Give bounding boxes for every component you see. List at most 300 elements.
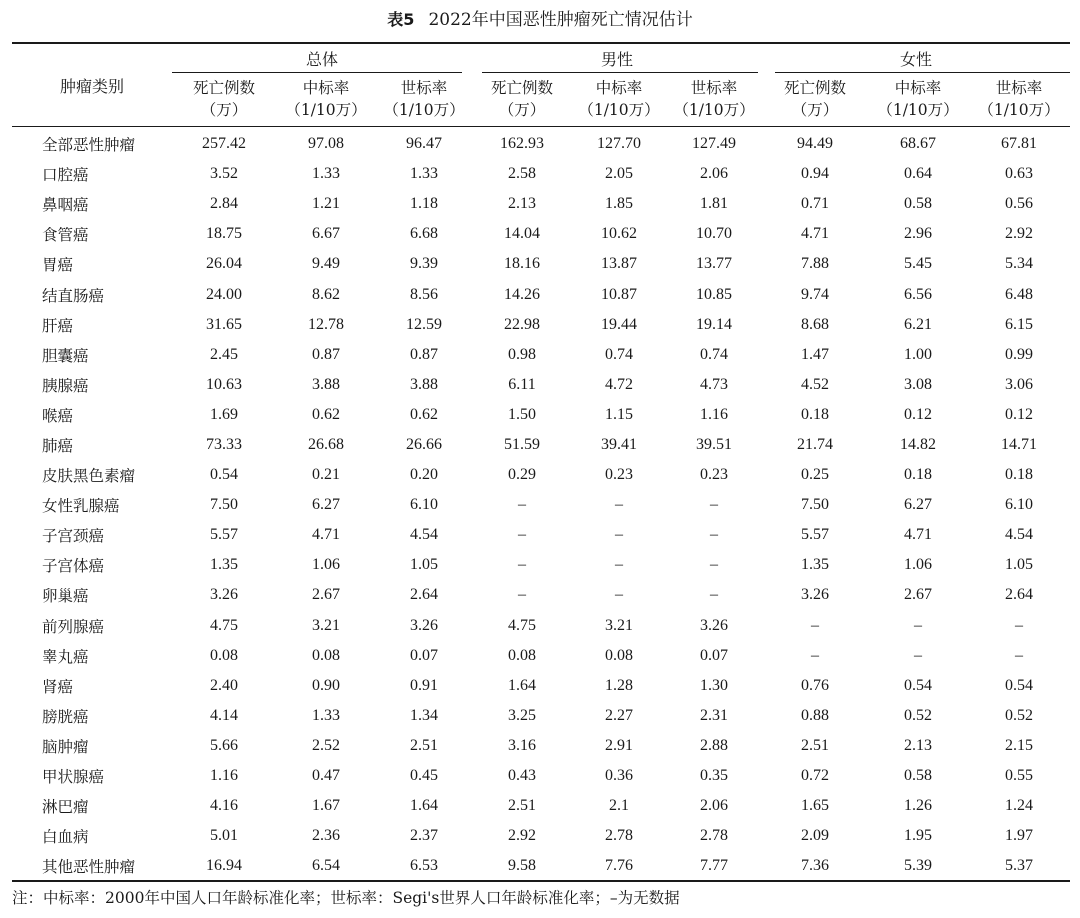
category-cell: 女性乳腺癌: [42, 497, 120, 516]
table-label: 表5: [387, 10, 415, 29]
value-cell: –: [710, 496, 718, 514]
table-row: [12, 821, 1070, 851]
value-cell: 1.69: [210, 405, 238, 423]
value-cell: 5.01: [210, 827, 238, 845]
value-cell: 1.47: [801, 345, 829, 363]
row-label-header: 肿瘤类别: [59, 77, 124, 96]
value-cell: 13.87: [601, 255, 637, 273]
value-cell: 1.21: [312, 195, 340, 213]
value-cell: 39.41: [601, 435, 637, 453]
category-cell: 喉癌: [42, 406, 74, 425]
column-header: [572, 73, 666, 125]
value-cell: –: [1015, 616, 1023, 634]
value-cell: 1.95: [904, 827, 932, 845]
table-row: [12, 310, 1070, 340]
value-cell: 7.88: [801, 255, 829, 273]
value-cell: –: [518, 586, 526, 604]
value-cell: 0.62: [410, 405, 438, 423]
value-cell: 19.14: [696, 315, 732, 333]
column-header-name: 死亡例数: [783, 79, 846, 97]
table-row: [12, 851, 1070, 881]
value-cell: 14.82: [900, 435, 936, 453]
table-row: [12, 731, 1070, 761]
column-header-unit: （1/10万）: [383, 101, 465, 119]
column-header-unit: （1/10万）: [285, 101, 367, 119]
category-cell: 结直肠癌: [42, 286, 105, 305]
value-cell: 2.64: [1005, 586, 1033, 604]
category-cell: 淋巴瘤: [42, 798, 89, 817]
value-cell: 1.33: [410, 165, 438, 183]
value-cell: 6.67: [312, 225, 340, 243]
column-header-name: 死亡例数: [192, 79, 255, 97]
value-cell: 1.05: [410, 556, 438, 574]
value-cell: 1.67: [312, 797, 340, 815]
value-cell: 2.36: [312, 827, 340, 845]
value-cell: –: [615, 556, 623, 574]
table-title: 2022年中国恶性肿瘤死亡情况估计: [428, 10, 693, 30]
value-cell: 14.26: [504, 285, 540, 303]
group-header-male: 男性: [600, 50, 633, 69]
mortality-table: [12, 44, 1070, 881]
column-header: [276, 73, 376, 125]
value-cell: 18.16: [504, 255, 540, 273]
value-cell: –: [710, 556, 718, 574]
value-cell: 1.16: [210, 767, 238, 785]
column-header-name: 死亡例数: [490, 79, 553, 97]
value-cell: 6.53: [410, 857, 438, 875]
value-cell: 2.37: [410, 827, 438, 845]
value-cell: 0.43: [508, 767, 536, 785]
value-cell: 18.75: [206, 225, 242, 243]
value-cell: –: [1015, 646, 1023, 664]
value-cell: 2.78: [605, 827, 633, 845]
value-cell: 0.54: [1005, 676, 1033, 694]
value-cell: 6.11: [508, 375, 536, 393]
value-cell: 0.07: [700, 646, 728, 664]
value-cell: 2.64: [410, 586, 438, 604]
table-row: [12, 490, 1070, 520]
value-cell: 5.37: [1005, 857, 1033, 875]
value-cell: 0.87: [312, 345, 340, 363]
value-cell: 0.08: [312, 646, 340, 664]
value-cell: 1.05: [1005, 556, 1033, 574]
value-cell: 1.24: [1005, 797, 1033, 815]
value-cell: –: [615, 496, 623, 514]
value-cell: 31.65: [206, 315, 242, 333]
value-cell: 257.42: [202, 135, 246, 153]
value-cell: 14.04: [504, 225, 540, 243]
category-cell: 白血病: [42, 828, 89, 847]
value-cell: 0.47: [312, 767, 340, 785]
column-header: [472, 73, 572, 125]
value-cell: 1.30: [700, 676, 728, 694]
value-cell: 0.18: [1005, 466, 1033, 484]
value-cell: 10.70: [696, 225, 732, 243]
value-cell: 162.93: [500, 135, 544, 153]
value-cell: 2.51: [410, 736, 438, 754]
value-cell: –: [710, 526, 718, 544]
value-cell: 2.78: [700, 827, 728, 845]
value-cell: 21.74: [797, 435, 833, 453]
category-cell: 子宫体癌: [42, 557, 105, 576]
value-cell: 5.45: [904, 255, 932, 273]
value-cell: 3.16: [508, 736, 536, 754]
value-cell: 2.09: [801, 827, 829, 845]
value-cell: 12.59: [406, 315, 442, 333]
value-cell: 2.92: [508, 827, 536, 845]
value-cell: 0.98: [508, 345, 536, 363]
value-cell: 4.54: [410, 526, 438, 544]
column-header-unit: （1/10万）: [877, 101, 959, 119]
category-cell: 卵巢癌: [42, 587, 89, 606]
category-cell: 胰腺癌: [42, 376, 89, 395]
value-cell: 0.99: [1005, 345, 1033, 363]
value-cell: 2.06: [700, 797, 728, 815]
value-cell: 3.21: [312, 616, 340, 634]
value-cell: 9.39: [410, 255, 438, 273]
table-body: [12, 125, 1070, 881]
value-cell: 0.74: [700, 345, 728, 363]
value-cell: 6.15: [1005, 315, 1033, 333]
value-cell: 3.25: [508, 706, 536, 724]
value-cell: 10.62: [601, 225, 637, 243]
category-cell: 鼻咽癌: [42, 196, 89, 215]
value-cell: –: [811, 646, 819, 664]
table-row: [12, 370, 1070, 400]
value-cell: 0.35: [700, 767, 728, 785]
table-row: [12, 430, 1070, 460]
value-cell: 51.59: [504, 435, 540, 453]
value-cell: 0.20: [410, 466, 438, 484]
value-cell: 4.75: [210, 616, 238, 634]
category-cell: 子宫颈癌: [42, 527, 105, 546]
value-cell: 9.49: [312, 255, 340, 273]
table-row: [12, 340, 1070, 370]
value-cell: 3.06: [1005, 375, 1033, 393]
table-row: [12, 641, 1070, 671]
value-cell: 9.74: [801, 285, 829, 303]
value-cell: 0.52: [1005, 706, 1033, 724]
value-cell: 26.66: [406, 435, 442, 453]
value-cell: 0.45: [410, 767, 438, 785]
table-row: [12, 159, 1070, 189]
table-row: [12, 279, 1070, 309]
value-cell: 6.68: [410, 225, 438, 243]
category-cell: 肝癌: [42, 316, 74, 335]
column-header-name: 世标率: [995, 79, 1043, 97]
value-cell: 26.04: [206, 255, 242, 273]
category-cell: 脑肿瘤: [42, 737, 89, 756]
value-cell: 8.62: [312, 285, 340, 303]
value-cell: 19.44: [601, 315, 637, 333]
value-cell: 1.33: [312, 706, 340, 724]
value-cell: 6.10: [410, 496, 438, 514]
table-caption: [0, 6, 1080, 34]
column-header: [762, 73, 868, 125]
value-cell: 1.50: [508, 405, 536, 423]
value-cell: 1.15: [605, 405, 633, 423]
value-cell: 94.49: [797, 135, 833, 153]
value-cell: 0.08: [508, 646, 536, 664]
value-cell: 4.16: [210, 797, 238, 815]
value-cell: 96.47: [406, 135, 442, 153]
value-cell: –: [518, 526, 526, 544]
category-cell: 口腔癌: [42, 166, 89, 185]
value-cell: 8.68: [801, 315, 829, 333]
column-header-unit: （1/10万）: [673, 101, 755, 119]
value-cell: 6.27: [904, 496, 932, 514]
value-cell: 3.08: [904, 375, 932, 393]
value-cell: 0.72: [801, 767, 829, 785]
column-header-unit: （万）: [200, 101, 248, 119]
table-row: [12, 611, 1070, 641]
value-cell: 2.05: [605, 165, 633, 183]
value-cell: 0.63: [1005, 165, 1033, 183]
value-cell: 0.12: [1005, 405, 1033, 423]
value-cell: 1.18: [410, 195, 438, 213]
value-cell: 2.51: [508, 797, 536, 815]
value-cell: 8.56: [410, 285, 438, 303]
value-cell: 2.27: [605, 706, 633, 724]
table-row: [12, 671, 1070, 701]
value-cell: 6.10: [1005, 496, 1033, 514]
value-cell: 7.50: [801, 496, 829, 514]
value-cell: 1.00: [904, 345, 932, 363]
value-cell: 2.67: [904, 586, 932, 604]
value-cell: 4.71: [904, 526, 932, 544]
value-cell: 68.67: [900, 135, 936, 153]
category-cell: 胃癌: [42, 256, 74, 275]
column-header-name: 中标率: [894, 79, 942, 97]
value-cell: 0.54: [904, 676, 932, 694]
value-cell: 0.18: [801, 405, 829, 423]
value-cell: 24.00: [206, 285, 242, 303]
table-row: [12, 125, 1070, 159]
value-cell: 67.81: [1001, 135, 1037, 153]
value-cell: 3.88: [312, 375, 340, 393]
value-cell: 3.26: [410, 616, 438, 634]
table-row: [12, 249, 1070, 279]
value-cell: 0.58: [904, 767, 932, 785]
table-row: [12, 520, 1070, 550]
column-header-unit: （1/10万）: [978, 101, 1060, 119]
value-cell: 6.56: [904, 285, 932, 303]
value-cell: 1.65: [801, 797, 829, 815]
table-row: [12, 791, 1070, 821]
value-cell: 2.1: [609, 797, 629, 815]
value-cell: 1.35: [210, 556, 238, 574]
value-cell: 4.52: [801, 375, 829, 393]
value-cell: 0.58: [904, 195, 932, 213]
value-cell: 26.68: [308, 435, 344, 453]
value-cell: 73.33: [206, 435, 242, 453]
table-row: [12, 580, 1070, 610]
value-cell: 2.52: [312, 736, 340, 754]
value-cell: 0.56: [1005, 195, 1033, 213]
value-cell: 2.67: [312, 586, 340, 604]
value-cell: 1.81: [700, 195, 728, 213]
value-cell: –: [914, 646, 922, 664]
table-footnote: 注：中标率：2000年中国人口年龄标准化率；世标率：Segi's世界人口年龄标准化率；–为无数据: [12, 889, 680, 907]
value-cell: 4.75: [508, 616, 536, 634]
value-cell: 5.39: [904, 857, 932, 875]
value-cell: 0.55: [1005, 767, 1033, 785]
value-cell: 10.87: [601, 285, 637, 303]
value-cell: 22.98: [504, 315, 540, 333]
value-cell: 12.78: [308, 315, 344, 333]
value-cell: 7.77: [700, 857, 728, 875]
value-cell: 2.96: [904, 225, 932, 243]
value-cell: 127.49: [692, 135, 736, 153]
value-cell: 1.28: [605, 676, 633, 694]
value-cell: 4.72: [605, 375, 633, 393]
value-cell: 16.94: [206, 857, 242, 875]
value-cell: –: [518, 496, 526, 514]
value-cell: 0.12: [904, 405, 932, 423]
value-cell: 1.06: [312, 556, 340, 574]
value-cell: 1.35: [801, 556, 829, 574]
category-cell: 前列腺癌: [42, 617, 105, 636]
value-cell: 10.85: [696, 285, 732, 303]
value-cell: 0.76: [801, 676, 829, 694]
value-cell: 3.26: [801, 586, 829, 604]
value-cell: 0.18: [904, 466, 932, 484]
group-header-total: 总体: [305, 50, 338, 69]
table-row: [12, 460, 1070, 490]
value-cell: 1.16: [700, 405, 728, 423]
value-cell: 7.76: [605, 857, 633, 875]
value-cell: 2.84: [210, 195, 238, 213]
value-cell: 2.92: [1005, 225, 1033, 243]
value-cell: 13.77: [696, 255, 732, 273]
value-cell: 0.08: [210, 646, 238, 664]
column-header-name: 中标率: [595, 79, 643, 97]
table-row: [12, 701, 1070, 731]
column-header-name: 世标率: [690, 79, 738, 97]
column-header-name: 中标率: [302, 79, 350, 97]
value-cell: 7.50: [210, 496, 238, 514]
value-cell: 0.91: [410, 676, 438, 694]
category-cell: 膀胱癌: [42, 707, 89, 726]
value-cell: 1.85: [605, 195, 633, 213]
value-cell: 0.74: [605, 345, 633, 363]
value-cell: 7.36: [801, 857, 829, 875]
category-cell: 全部恶性肿瘤: [42, 136, 136, 155]
value-cell: 0.94: [801, 165, 829, 183]
value-cell: 0.54: [210, 466, 238, 484]
value-cell: 0.88: [801, 706, 829, 724]
value-cell: 3.52: [210, 165, 238, 183]
value-cell: 4.73: [700, 375, 728, 393]
column-header: [868, 73, 968, 125]
value-cell: 0.90: [312, 676, 340, 694]
value-cell: 0.21: [312, 466, 340, 484]
value-cell: –: [811, 616, 819, 634]
value-cell: 1.26: [904, 797, 932, 815]
value-cell: 2.91: [605, 736, 633, 754]
value-cell: 9.58: [508, 857, 536, 875]
table-row: [12, 761, 1070, 791]
value-cell: –: [914, 616, 922, 634]
table-header: [12, 44, 1070, 125]
value-cell: –: [518, 556, 526, 574]
value-cell: 97.08: [308, 135, 344, 153]
value-cell: 0.25: [801, 466, 829, 484]
table-row: [12, 400, 1070, 430]
value-cell: 127.70: [597, 135, 641, 153]
value-cell: 0.64: [904, 165, 932, 183]
value-cell: 5.34: [1005, 255, 1033, 273]
value-cell: 2.45: [210, 345, 238, 363]
group-header-female: 女性: [899, 50, 932, 69]
value-cell: 10.63: [206, 375, 242, 393]
value-cell: 0.52: [904, 706, 932, 724]
value-cell: 4.71: [801, 225, 829, 243]
column-header-name: 世标率: [400, 79, 448, 97]
column-header: [376, 73, 472, 125]
value-cell: 3.26: [700, 616, 728, 634]
value-cell: 0.87: [410, 345, 438, 363]
column-header-unit: （万）: [498, 101, 546, 119]
value-cell: 4.54: [1005, 526, 1033, 544]
category-cell: 甲状腺癌: [42, 768, 105, 787]
value-cell: 2.13: [508, 195, 536, 213]
category-cell: 食管癌: [42, 226, 89, 245]
value-cell: 5.66: [210, 736, 238, 754]
value-cell: 2.13: [904, 736, 932, 754]
value-cell: 0.23: [700, 466, 728, 484]
value-cell: 0.23: [605, 466, 633, 484]
category-cell: 睾丸癌: [42, 647, 89, 666]
category-cell: 其他恶性肿瘤: [42, 858, 136, 877]
value-cell: 2.31: [700, 706, 728, 724]
value-cell: 4.71: [312, 526, 340, 544]
column-header-unit: （1/10万）: [578, 101, 660, 119]
value-cell: 3.21: [605, 616, 633, 634]
table-row: [12, 550, 1070, 580]
value-cell: 2.51: [801, 736, 829, 754]
value-cell: 39.51: [696, 435, 732, 453]
value-cell: 0.71: [801, 195, 829, 213]
value-cell: 0.62: [312, 405, 340, 423]
value-cell: 1.33: [312, 165, 340, 183]
value-cell: 14.71: [1001, 435, 1037, 453]
value-cell: 2.15: [1005, 736, 1033, 754]
value-cell: 3.26: [210, 586, 238, 604]
value-cell: 2.58: [508, 165, 536, 183]
table-row: [12, 219, 1070, 249]
column-header: [666, 73, 762, 125]
table-row: [12, 189, 1070, 219]
value-cell: 5.57: [801, 526, 829, 544]
value-cell: 1.34: [410, 706, 438, 724]
value-cell: 6.48: [1005, 285, 1033, 303]
value-cell: 0.08: [605, 646, 633, 664]
value-cell: 6.54: [312, 857, 340, 875]
value-cell: 4.14: [210, 706, 238, 724]
value-cell: 6.27: [312, 496, 340, 514]
value-cell: 0.07: [410, 646, 438, 664]
value-cell: 2.40: [210, 676, 238, 694]
value-cell: 2.88: [700, 736, 728, 754]
value-cell: –: [710, 586, 718, 604]
value-cell: 3.88: [410, 375, 438, 393]
value-cell: –: [615, 586, 623, 604]
category-cell: 肺癌: [42, 436, 74, 455]
value-cell: –: [615, 526, 623, 544]
category-cell: 皮肤黑色素瘤: [42, 467, 136, 486]
value-cell: 1.97: [1005, 827, 1033, 845]
